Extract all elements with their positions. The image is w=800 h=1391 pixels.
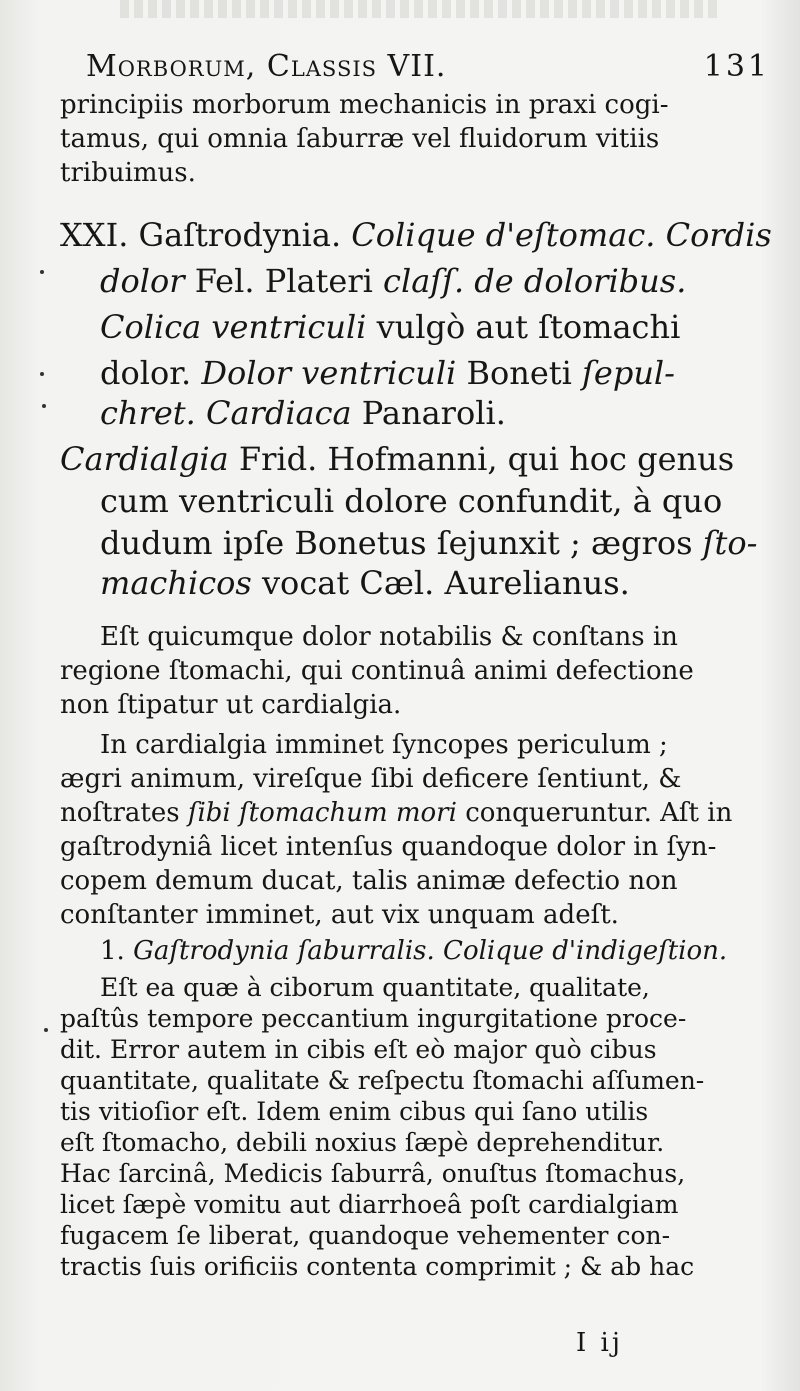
text-line: gaſtrodyniâ licet intenſus quandoque dolor in ſyn-	[60, 832, 717, 862]
text-line: licet ſæpè vomitu aut diarrhoeâ poſt cardialgiam	[60, 1190, 679, 1219]
text: vocat Cæl. Aurelianus.	[261, 564, 630, 602]
text-line: tribuimus.	[60, 158, 196, 188]
text-line: Hac ſarcinâ, Medicis ſaburrâ, onuſtus ſtomachus,	[60, 1159, 686, 1188]
author: Panaroli.	[361, 394, 506, 432]
synonym: machicos	[100, 564, 252, 602]
synonym: dolor	[100, 262, 185, 300]
text-line: principiis morborum mechanicis in praxi cogi-	[60, 90, 669, 120]
text: dudum ipſe Bonetus ſejunxit ; ægros	[100, 524, 693, 562]
author: Boneti	[466, 354, 572, 392]
margin-speck	[42, 404, 46, 408]
running-title: Morborum, Classis VII.	[86, 49, 447, 84]
text-line: fugacem ſe liberat, quandoque vehementer con-	[60, 1221, 671, 1250]
synonym: ſto-	[702, 524, 758, 562]
synonym: Cardialgia	[60, 440, 229, 478]
text: conqueruntur. Aſt in	[465, 798, 733, 828]
text-line	[60, 796, 732, 830]
text-line: Eſt quicumque dolor notabilis & conſtans in	[100, 622, 678, 652]
text-line	[60, 438, 734, 480]
page-number: 131	[703, 49, 770, 84]
species-number: 1.	[100, 936, 125, 966]
running-header	[86, 44, 770, 90]
text-line: ægri animum, vireſque ſibi deficere ſentiunt, &	[60, 764, 682, 794]
text-line: non ſtipatur ut cardialgia.	[60, 690, 402, 720]
reference: ſepul-	[582, 354, 675, 392]
signature-mark: I ij	[576, 1328, 623, 1358]
french-name: Colique d'eſtomac.	[351, 216, 656, 254]
synonym: Cordis	[665, 216, 772, 254]
text-line: conſtanter imminet, aut vix unquam adeſt.	[60, 900, 619, 930]
text-line: eſt ſtomacho, debili noxius ſæpè deprehenditur.	[60, 1128, 665, 1157]
reference: de doloribus.	[474, 262, 687, 300]
text: noſtrates	[60, 798, 180, 828]
text-line: tis vitioſior eſt. Idem enim cibus qui ſano utilis	[60, 1097, 649, 1126]
quote: ſibi ſtomachum mori	[187, 798, 457, 828]
text-line: In cardialgia imminet ſyncopes periculum ;	[100, 730, 668, 760]
text-line	[100, 392, 506, 434]
margin-speck	[44, 1028, 48, 1032]
text-line: tractis ſuis orificiis contenta comprimit ; & ab hac	[60, 1252, 695, 1281]
bleed-through-text	[120, 0, 720, 18]
section-number: XXI.	[60, 216, 129, 254]
text-line: regione ſtomachi, qui continuâ animi defectione	[60, 656, 694, 686]
text-line: tamus, qui omnia ſaburræ vel fluidorum vitiis	[60, 124, 660, 154]
french-name: Colique d'indigeſtion.	[443, 936, 728, 966]
text-line: cum ventriculi dolore confundit, à quo	[100, 482, 723, 520]
text-line: copem demum ducat, talis animæ defectio non	[60, 866, 678, 896]
author: Plateri	[264, 262, 373, 300]
species-name: Gaſtrodynia ſaburralis.	[133, 936, 435, 966]
text-line	[60, 214, 772, 256]
author: Fel.	[194, 262, 255, 300]
text-line	[100, 306, 680, 348]
text: vulgò aut ſtomachi	[376, 308, 681, 346]
synonym: Dolor ventriculi	[201, 354, 457, 392]
synonym: Colica ventriculi	[100, 308, 367, 346]
reference: claſſ.	[383, 262, 465, 300]
species-heading	[100, 934, 727, 968]
text-line: Eſt ea quæ à ciborum quantitate, qualitate,	[100, 973, 650, 1002]
margin-speck	[40, 372, 44, 376]
margin-speck	[40, 270, 44, 274]
reference: chret.	[100, 394, 196, 432]
text-line: paſtûs tempore peccantium ingurgitatione proce-	[60, 1004, 687, 1033]
section-name: Gaſtrodynia.	[138, 216, 342, 254]
text: dolor.	[100, 354, 192, 392]
text-line	[100, 260, 686, 302]
text-line: dit. Error autem in cibis eſt eò major quò cibus	[60, 1035, 657, 1064]
synonym: Cardiaca	[205, 394, 352, 432]
text: Frid. Hofmanni, qui hoc genus	[238, 440, 735, 478]
text-line	[100, 352, 675, 394]
text-line	[100, 562, 630, 604]
text-line	[100, 522, 757, 564]
text-line: quantitate, qualitate & reſpectu ſtomachi aſſumen-	[60, 1066, 705, 1095]
